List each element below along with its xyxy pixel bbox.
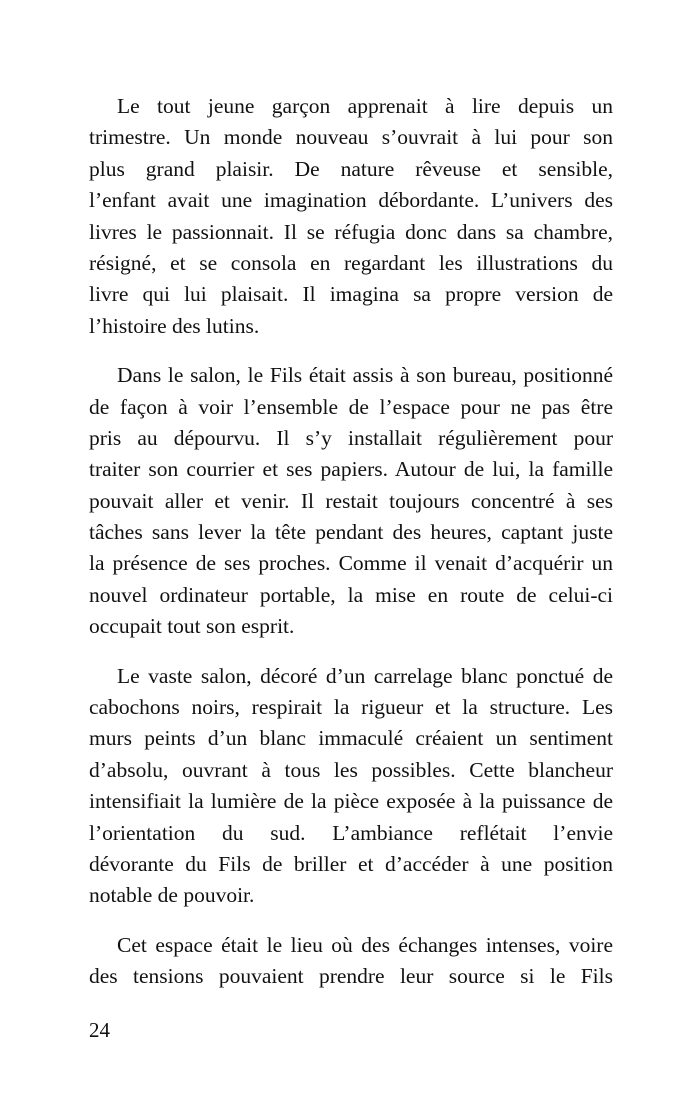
- text-line: traiter son courrier et ses papiers. Autour de lui, la famille: [89, 457, 613, 482]
- text-line: l’enfant avait une imagination débordante. L’univers des: [89, 188, 613, 213]
- text-line: Le tout jeune garçon apprenait à lire depuis un: [117, 94, 613, 118]
- text-line: d’absolu, ouvrant à tous les possibles. Cette blancheur: [89, 757, 613, 782]
- text-line: notable de pouvoir.: [89, 883, 255, 908]
- paragraph-4: [89, 930, 613, 993]
- page-number: 24: [89, 1018, 110, 1042]
- text-line: nouvel ordinateur portable, la mise en route de celui-ci: [89, 582, 613, 607]
- text-line: résigné, et se consola en regardant les illustrations du: [89, 250, 613, 275]
- text-line: de façon à voir l’ensemble de l’espace pour ne pas être: [89, 394, 613, 419]
- text-line: Dans le salon, le Fils était assis à son bureau, positionné: [117, 363, 613, 388]
- text-line: l’orientation du sud. L’ambiance reflétait l’envie: [89, 820, 613, 845]
- text-line: tâches sans lever la tête pendant des heures, captant juste: [89, 520, 613, 545]
- text-line: occupait tout son esprit.: [89, 614, 295, 639]
- text-line: plus grand plaisir. De nature rêveuse et sensible,: [89, 156, 613, 181]
- text-line: pris au dépourvu. Il s’y installait régulièrement pour: [89, 425, 613, 450]
- text-line: murs peints d’un blanc immaculé créaient un sentiment: [89, 726, 613, 751]
- text-line: livre qui lui plaisait. Il imagina sa propre version de: [89, 282, 613, 307]
- page-body: [89, 91, 613, 1011]
- text-line: intensifiait la lumière de la pièce exposée à la puissance de: [89, 789, 613, 814]
- text-line: cabochons noirs, respirait la rigueur et la structure. Les: [89, 695, 613, 720]
- text-line: Cet espace était le lieu où des échanges intenses, voire: [117, 932, 613, 957]
- text-line: pouvait aller et venir. Il restait toujours concentré à ses: [89, 488, 613, 513]
- paragraph-3: [89, 661, 613, 912]
- text-line: dévorante du Fils de briller et d’accéder à une position: [89, 851, 613, 876]
- text-line: des tensions pouvaient prendre leur source si le Fils: [89, 964, 613, 989]
- text-line: la présence de ses proches. Comme il venait d’acquérir un: [89, 551, 613, 576]
- text-line: trimestre. Un monde nouveau s’ouvrait à lui pour son: [89, 125, 613, 150]
- paragraph-1: [89, 91, 613, 342]
- paragraph-2: [89, 360, 613, 643]
- text-line: livres le passionnait. Il se réfugia donc dans sa chambre,: [89, 219, 613, 244]
- text-line: Le vaste salon, décoré d’un carrelage blanc ponctué de: [117, 663, 613, 688]
- text-line: l’histoire des lutins.: [89, 313, 260, 338]
